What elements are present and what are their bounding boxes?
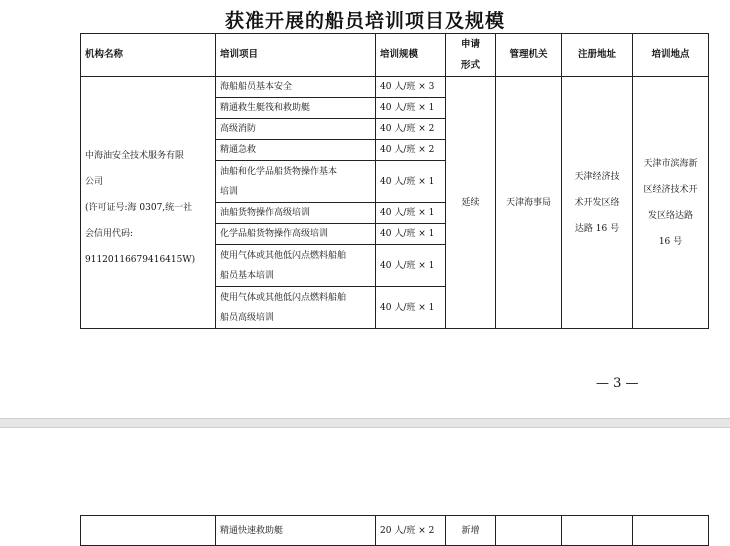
header-scale: 培训规模 bbox=[376, 34, 446, 77]
scale-cell: 40 人/班 × 2 bbox=[376, 140, 446, 161]
org-line: 会信用代码: bbox=[85, 229, 134, 239]
scale-cell: 40 人/班 × 1 bbox=[376, 245, 446, 287]
scale-cell: 40 人/班 × 1 bbox=[376, 203, 446, 224]
training-table-continued bbox=[80, 515, 709, 546]
table-row bbox=[81, 516, 709, 546]
org-cell bbox=[81, 77, 216, 329]
project-cell bbox=[216, 161, 376, 203]
project-line: 船员高级培训 bbox=[220, 312, 275, 323]
header-authority: 管理机关 bbox=[496, 34, 562, 77]
project-line: 船员基本培训 bbox=[220, 270, 275, 281]
page-number: — 3 — bbox=[596, 376, 639, 391]
training-table bbox=[80, 33, 709, 329]
location-line: 发区络达路 bbox=[647, 210, 693, 221]
project-line: 使用气体或其他低闪点燃料船舶 bbox=[220, 250, 347, 261]
project-cell: 精通急救 bbox=[216, 140, 376, 161]
location-line: 天津市滨海新 bbox=[643, 158, 698, 169]
header-form bbox=[446, 34, 496, 77]
authority-cell bbox=[496, 516, 562, 546]
org-line: 公司 bbox=[85, 177, 104, 187]
scale-cell: 40 人/班 × 1 bbox=[376, 98, 446, 119]
form-cell: 新增 bbox=[446, 516, 496, 546]
page-title: 获准开展的船员培训项目及规模 bbox=[224, 10, 505, 32]
project-cell: 精通救生艇筏和救助艇 bbox=[216, 98, 376, 119]
org-cell bbox=[81, 516, 216, 546]
header-form-line2: 形式 bbox=[460, 60, 480, 71]
location-line: 16 号 bbox=[658, 236, 683, 247]
project-cell: 油船货物操作高级培训 bbox=[216, 203, 376, 224]
project-line: 培训 bbox=[220, 186, 239, 197]
scale-cell: 40 人/班 × 2 bbox=[376, 119, 446, 140]
scale-cell: 40 人/班 × 3 bbox=[376, 77, 446, 98]
address-line: 达路 16 号 bbox=[574, 223, 620, 234]
project-cell bbox=[216, 287, 376, 329]
address-cell bbox=[562, 516, 633, 546]
org-line: 91120116679416415W) bbox=[85, 255, 196, 265]
header-form-line1: 申请 bbox=[460, 39, 480, 50]
project-line: 使用气体或其他低闪点燃料船舶 bbox=[220, 292, 347, 303]
location-line: 区经济技术开 bbox=[643, 184, 698, 195]
page-separator bbox=[0, 418, 730, 428]
table-row bbox=[81, 77, 709, 98]
project-cell bbox=[216, 245, 376, 287]
scale-cell: 40 人/班 × 1 bbox=[376, 161, 446, 203]
project-cell: 精通快速救助艇 bbox=[216, 516, 376, 546]
form-cell: 延续 bbox=[446, 77, 496, 329]
document-page-2 bbox=[0, 428, 730, 540]
header-org: 机构名称 bbox=[81, 34, 216, 77]
location-cell bbox=[633, 77, 709, 329]
scale-cell: 20 人/班 × 2 bbox=[376, 516, 446, 546]
project-cell: 海船船员基本安全 bbox=[216, 77, 376, 98]
project-cell: 化学品船货物操作高级培训 bbox=[216, 224, 376, 245]
project-line: 油船和化学品船货物操作基本 bbox=[220, 166, 338, 177]
header-address: 注册地址 bbox=[562, 34, 633, 77]
org-line: 中海油安全技术服务有限 bbox=[85, 151, 185, 161]
scale-cell: 40 人/班 × 1 bbox=[376, 287, 446, 329]
location-cell bbox=[633, 516, 709, 546]
authority-cell: 天津海事局 bbox=[496, 77, 562, 329]
project-cell: 高级消防 bbox=[216, 119, 376, 140]
org-line: (许可证号:海 0307,统一社 bbox=[85, 203, 193, 213]
address-line: 天津经济技 bbox=[574, 171, 620, 182]
header-location: 培训地点 bbox=[633, 34, 709, 77]
table-header-row bbox=[81, 34, 709, 77]
address-cell bbox=[562, 77, 633, 329]
scale-cell: 40 人/班 × 1 bbox=[376, 224, 446, 245]
header-project: 培训项目 bbox=[216, 34, 376, 77]
address-line: 术开发区络 bbox=[574, 197, 620, 208]
